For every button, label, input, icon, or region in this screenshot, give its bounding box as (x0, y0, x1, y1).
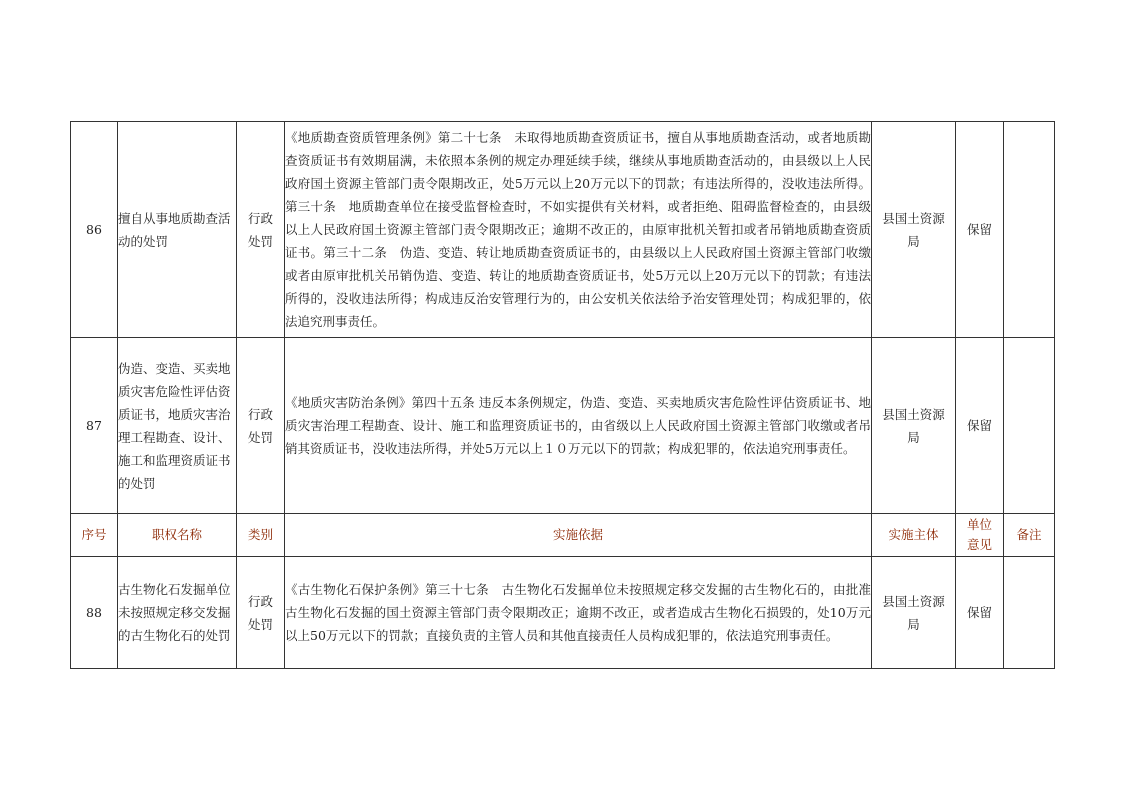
remark (1004, 338, 1055, 514)
table-header-row (71, 514, 1055, 557)
authority-name: 古生物化石发掘单位未按照规定移交发掘的古生物化石的处罚 (118, 557, 237, 669)
row-number: 87 (71, 338, 118, 514)
legal-basis: 《古生物化石保护条例》第三十七条 古生物化石发掘单位未按照规定移交发掘的古生物化石的，由批准古生物化石发掘的国土资源主管部门责令限期改正；逾期不改正，或者造成古生物化石损毁的，处10万元以上50万元以下的罚款；直接负责的主管人员和其他直接责任人员构成犯罪的，依法追究刑事责任。 (285, 557, 872, 669)
implementing-subject: 县国土资源局 (872, 122, 956, 338)
category: 行政处罚 (237, 122, 285, 338)
legal-basis: 《地质灾害防治条例》第四十五条 违反本条例规定，伪造、变造、买卖地质灾害危险性评估资质证书、地质灾害治理工程勘查、设计、施工和监理资质证书的，由省级以上人民政府国土资源主管部门收缴或者吊销其资质证书，没收违法所得，并处5万元以上１０万元以下的罚款；构成犯罪的，依法追究刑事责任。 (285, 338, 872, 514)
unit-opinion: 保留 (956, 338, 1004, 514)
header-category: 类别 (237, 514, 285, 557)
category: 行政处罚 (237, 557, 285, 669)
implementing-subject: 县国土资源局 (872, 557, 956, 669)
table-row-86 (71, 122, 1055, 338)
remark (1004, 122, 1055, 338)
table-row-87 (71, 338, 1055, 514)
header-subject: 实施主体 (872, 514, 956, 557)
header-no: 序号 (71, 514, 118, 557)
header-opinion: 单位意见 (956, 514, 1004, 557)
row-number: 88 (71, 557, 118, 669)
category: 行政处罚 (237, 338, 285, 514)
unit-opinion: 保留 (956, 557, 1004, 669)
unit-opinion: 保留 (956, 122, 1004, 338)
remark (1004, 557, 1055, 669)
implementing-subject: 县国土资源局 (872, 338, 956, 514)
header-remark: 备注 (1004, 514, 1055, 557)
table-row-88 (71, 557, 1055, 669)
authority-name: 伪造、变造、买卖地质灾害危险性评估资质证书，地质灾害治理工程勘查、设计、施工和监理资质证书的处罚 (118, 338, 237, 514)
authority-table (70, 121, 1055, 669)
row-number: 86 (71, 122, 118, 338)
header-name: 职权名称 (118, 514, 237, 557)
header-basis: 实施依据 (285, 514, 872, 557)
authority-name: 擅自从事地质勘查活动的处罚 (118, 122, 237, 338)
legal-basis: 《地质勘查资质管理条例》第二十七条 未取得地质勘查资质证书，擅自从事地质勘查活动，或者地质勘查资质证书有效期届满，未依照本条例的规定办理延续手续，继续从事地质勘查活动的，由县级以上人民政府国土资源主管部门责令限期改正，处5万元以上20万元以下的罚款；有违法所得的，没收违法所得。第三十条 地质勘查单位在接受监督检查时，不如实提供有关材料，或者拒绝、阻碍监督检查的，由县级以上人民政府国土资源主管部门责令限期改正；逾期不改正的，由原审批机关暂扣或者吊销地质勘查资质证书。第三十二条 伪造、变造、转让地质勘查资质证书的，由县级以上人民政府国土资源主管部门收缴或者由原审批机关吊销伪造、变造、转让的地质勘查资质证书，处5万元以上20万元以下的罚款；有违法所得的，没收违法所得；构成违反治安管理行为的，由公安机关依法给予治安管理处罚；构成犯罪的，依法追究刑事责任。 (285, 122, 872, 338)
